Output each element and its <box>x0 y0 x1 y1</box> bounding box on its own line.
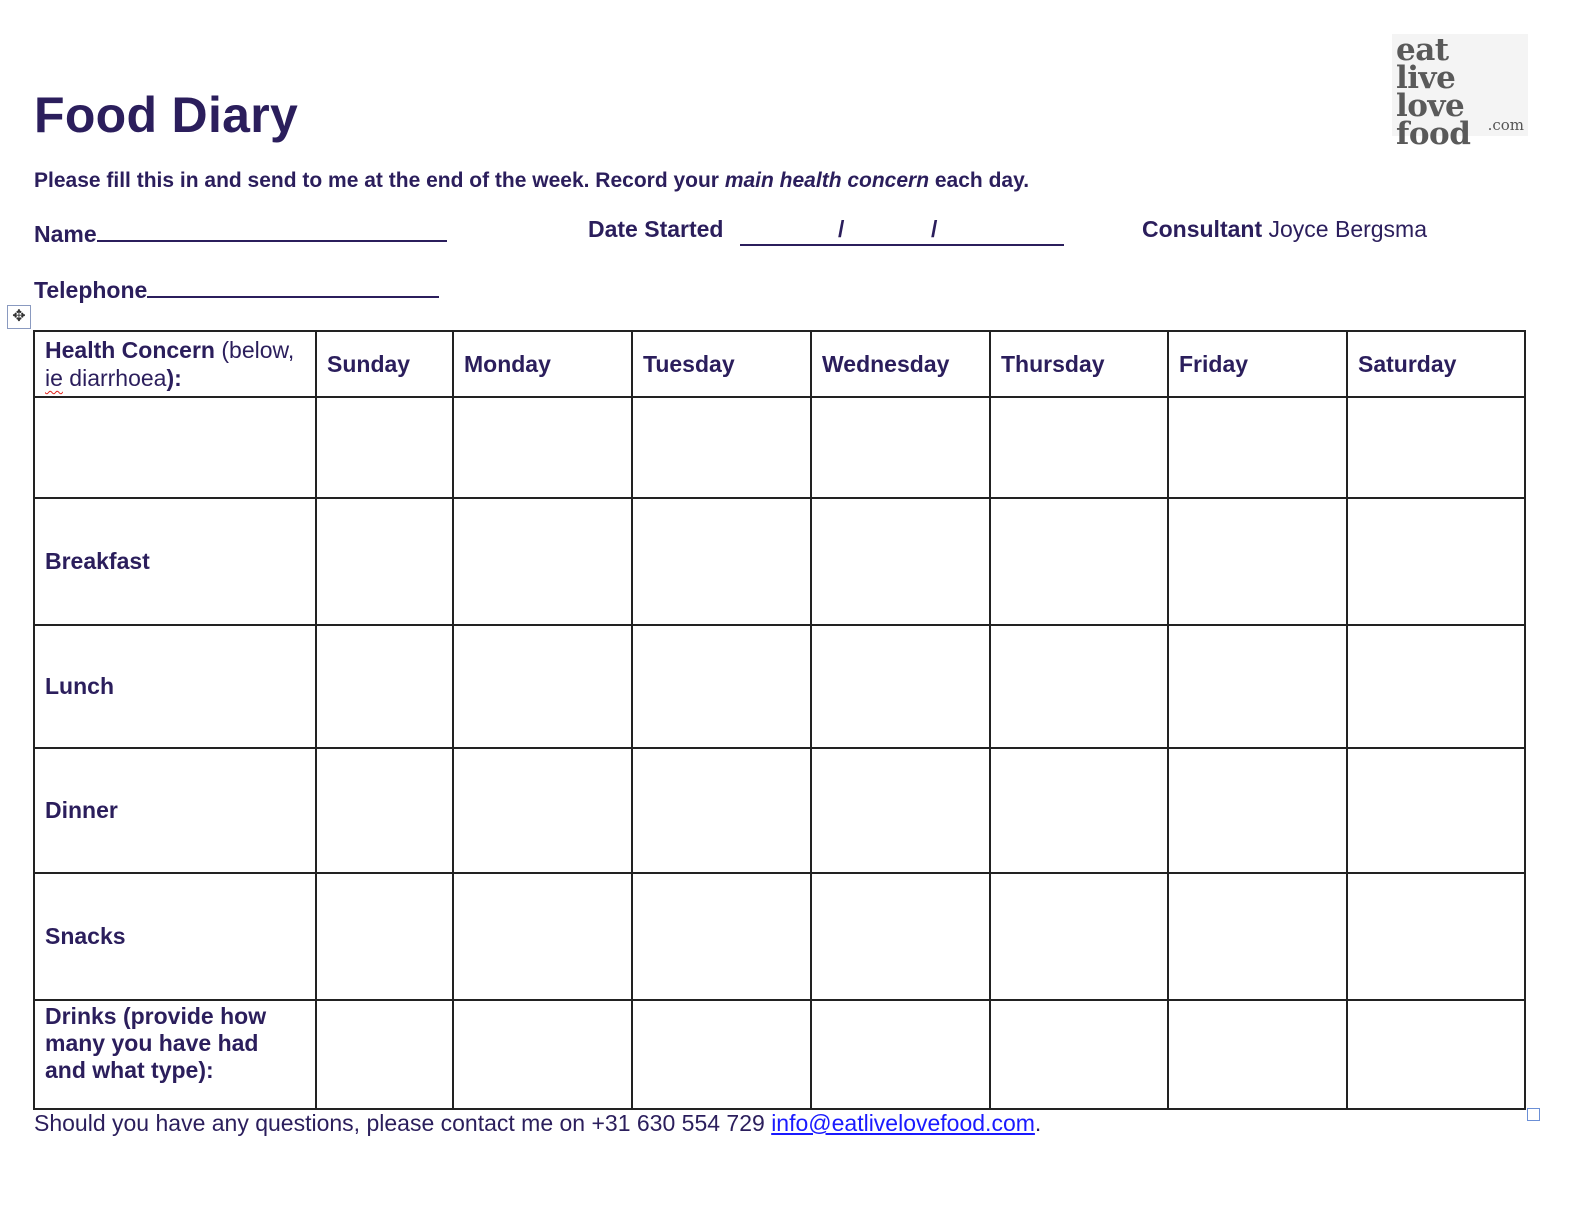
table-cell[interactable] <box>316 748 453 873</box>
table-cell[interactable] <box>453 748 632 873</box>
name-field[interactable] <box>34 216 447 248</box>
health-concern-header-suffix: ): <box>166 365 182 391</box>
logo <box>1392 32 1528 152</box>
drinks-row <box>34 1000 1525 1109</box>
day-header-friday: Friday <box>1168 331 1347 397</box>
instructions-text-1: Please fill this in and send to me at the end of the week. Record your <box>34 169 725 192</box>
email-link[interactable]: info@eatlivelovefood.com <box>771 1110 1035 1136</box>
spellcheck-word: ie <box>45 365 63 391</box>
table-header-row <box>34 331 1525 397</box>
table-cell[interactable] <box>1168 1000 1347 1109</box>
health-concern-header-note-1: (below, <box>214 337 295 363</box>
day-header-sunday: Sunday <box>316 331 453 397</box>
table-cell[interactable] <box>1347 748 1525 873</box>
table-cell[interactable] <box>811 873 990 1000</box>
table-cell[interactable] <box>1347 397 1525 498</box>
table-cell[interactable] <box>453 873 632 1000</box>
table-cell[interactable] <box>632 498 811 625</box>
health-concern-header-note-2: diarrhoea <box>62 365 167 391</box>
table-cell[interactable] <box>811 498 990 625</box>
date-separator-1: / <box>838 216 845 242</box>
resize-handle-icon[interactable] <box>1527 1108 1540 1121</box>
telephone-label: Telephone <box>34 277 148 303</box>
table-cell[interactable] <box>453 397 632 498</box>
telephone-blank-line[interactable] <box>147 272 439 298</box>
table-cell[interactable] <box>990 748 1168 873</box>
table-cell[interactable] <box>1347 498 1525 625</box>
table-cell[interactable] <box>1168 625 1347 748</box>
table-cell[interactable] <box>1347 625 1525 748</box>
instructions-emphasis: main health concern <box>724 169 930 192</box>
logo-line-1: eat <box>1396 32 1449 68</box>
footer-text: Should you have any questions, please contact me on +31 630 554 729 <box>34 1110 772 1136</box>
name-blank-line[interactable] <box>97 216 447 242</box>
consultant-field <box>1142 216 1427 243</box>
table-cell[interactable] <box>1347 1000 1525 1109</box>
day-header-tuesday: Tuesday <box>632 331 811 397</box>
table-cell[interactable] <box>1168 498 1347 625</box>
table-cell[interactable] <box>811 625 990 748</box>
move-arrows-icon[interactable]: ✥ <box>7 305 31 329</box>
logo-line-2: live <box>1396 60 1456 96</box>
table-cell[interactable] <box>990 625 1168 748</box>
table-cell[interactable] <box>990 498 1168 625</box>
breakfast-row <box>34 498 1525 625</box>
table-cell[interactable] <box>990 1000 1168 1109</box>
table-cell[interactable] <box>316 498 453 625</box>
table-cell[interactable] <box>632 625 811 748</box>
table-cell[interactable] <box>990 873 1168 1000</box>
table-cell[interactable] <box>453 1000 632 1109</box>
table-cell[interactable] <box>1168 873 1347 1000</box>
health-concern-header <box>34 331 316 397</box>
table-cell[interactable] <box>990 397 1168 498</box>
health-concern-header-bold: Health Concern <box>45 337 215 363</box>
table-cell[interactable] <box>811 748 990 873</box>
logo-line-3: love food <box>1396 88 1471 152</box>
table-cell[interactable] <box>316 397 453 498</box>
table-cell[interactable] <box>811 397 990 498</box>
table-cell[interactable] <box>316 1000 453 1109</box>
day-header-saturday: Saturday <box>1347 331 1525 397</box>
day-header-wednesday: Wednesday <box>811 331 990 397</box>
name-label: Name <box>34 221 97 247</box>
logo-line-4: .com <box>1487 116 1524 134</box>
table-cell[interactable] <box>1168 748 1347 873</box>
date-started-label: Date Started <box>588 216 724 242</box>
row-label-snacks: Snacks <box>34 873 316 1000</box>
instructions <box>34 169 1029 193</box>
footer-trailing: . <box>1034 1110 1042 1136</box>
consultant-label: Consultant <box>1142 216 1263 242</box>
day-header-monday: Monday <box>453 331 632 397</box>
table-cell[interactable] <box>316 625 453 748</box>
table-cell[interactable] <box>1168 397 1347 498</box>
row-label[interactable] <box>34 397 316 498</box>
row-label-drinks: Drinks (provide how many you have had and what type): <box>34 1000 316 1109</box>
food-diary-table <box>33 330 1526 1110</box>
instructions-text-2: each day. <box>929 169 1030 192</box>
row-label-lunch: Lunch <box>34 625 316 748</box>
date-separator-2: / <box>931 216 938 242</box>
row-label-breakfast: Breakfast <box>34 498 316 625</box>
date-started-blank-line[interactable] <box>740 216 1064 246</box>
page-title: Food Diary <box>34 87 299 143</box>
day-header-thursday: Thursday <box>990 331 1168 397</box>
table-cell[interactable] <box>316 873 453 1000</box>
row-label-dinner: Dinner <box>34 748 316 873</box>
lunch-row <box>34 625 1525 748</box>
table-cell[interactable] <box>632 873 811 1000</box>
contact-footer <box>34 1110 1041 1137</box>
table-cell[interactable] <box>632 397 811 498</box>
table-cell[interactable] <box>811 1000 990 1109</box>
health-concern-row <box>34 397 1525 498</box>
table-cell[interactable] <box>453 498 632 625</box>
table-cell[interactable] <box>632 748 811 873</box>
snacks-row <box>34 873 1525 1000</box>
telephone-field[interactable] <box>34 272 439 304</box>
consultant-value: Joyce Bergsma <box>1268 216 1428 242</box>
dinner-row <box>34 748 1525 873</box>
table-cell[interactable] <box>632 1000 811 1109</box>
table-cell[interactable] <box>1347 873 1525 1000</box>
table-cell[interactable] <box>453 625 632 748</box>
